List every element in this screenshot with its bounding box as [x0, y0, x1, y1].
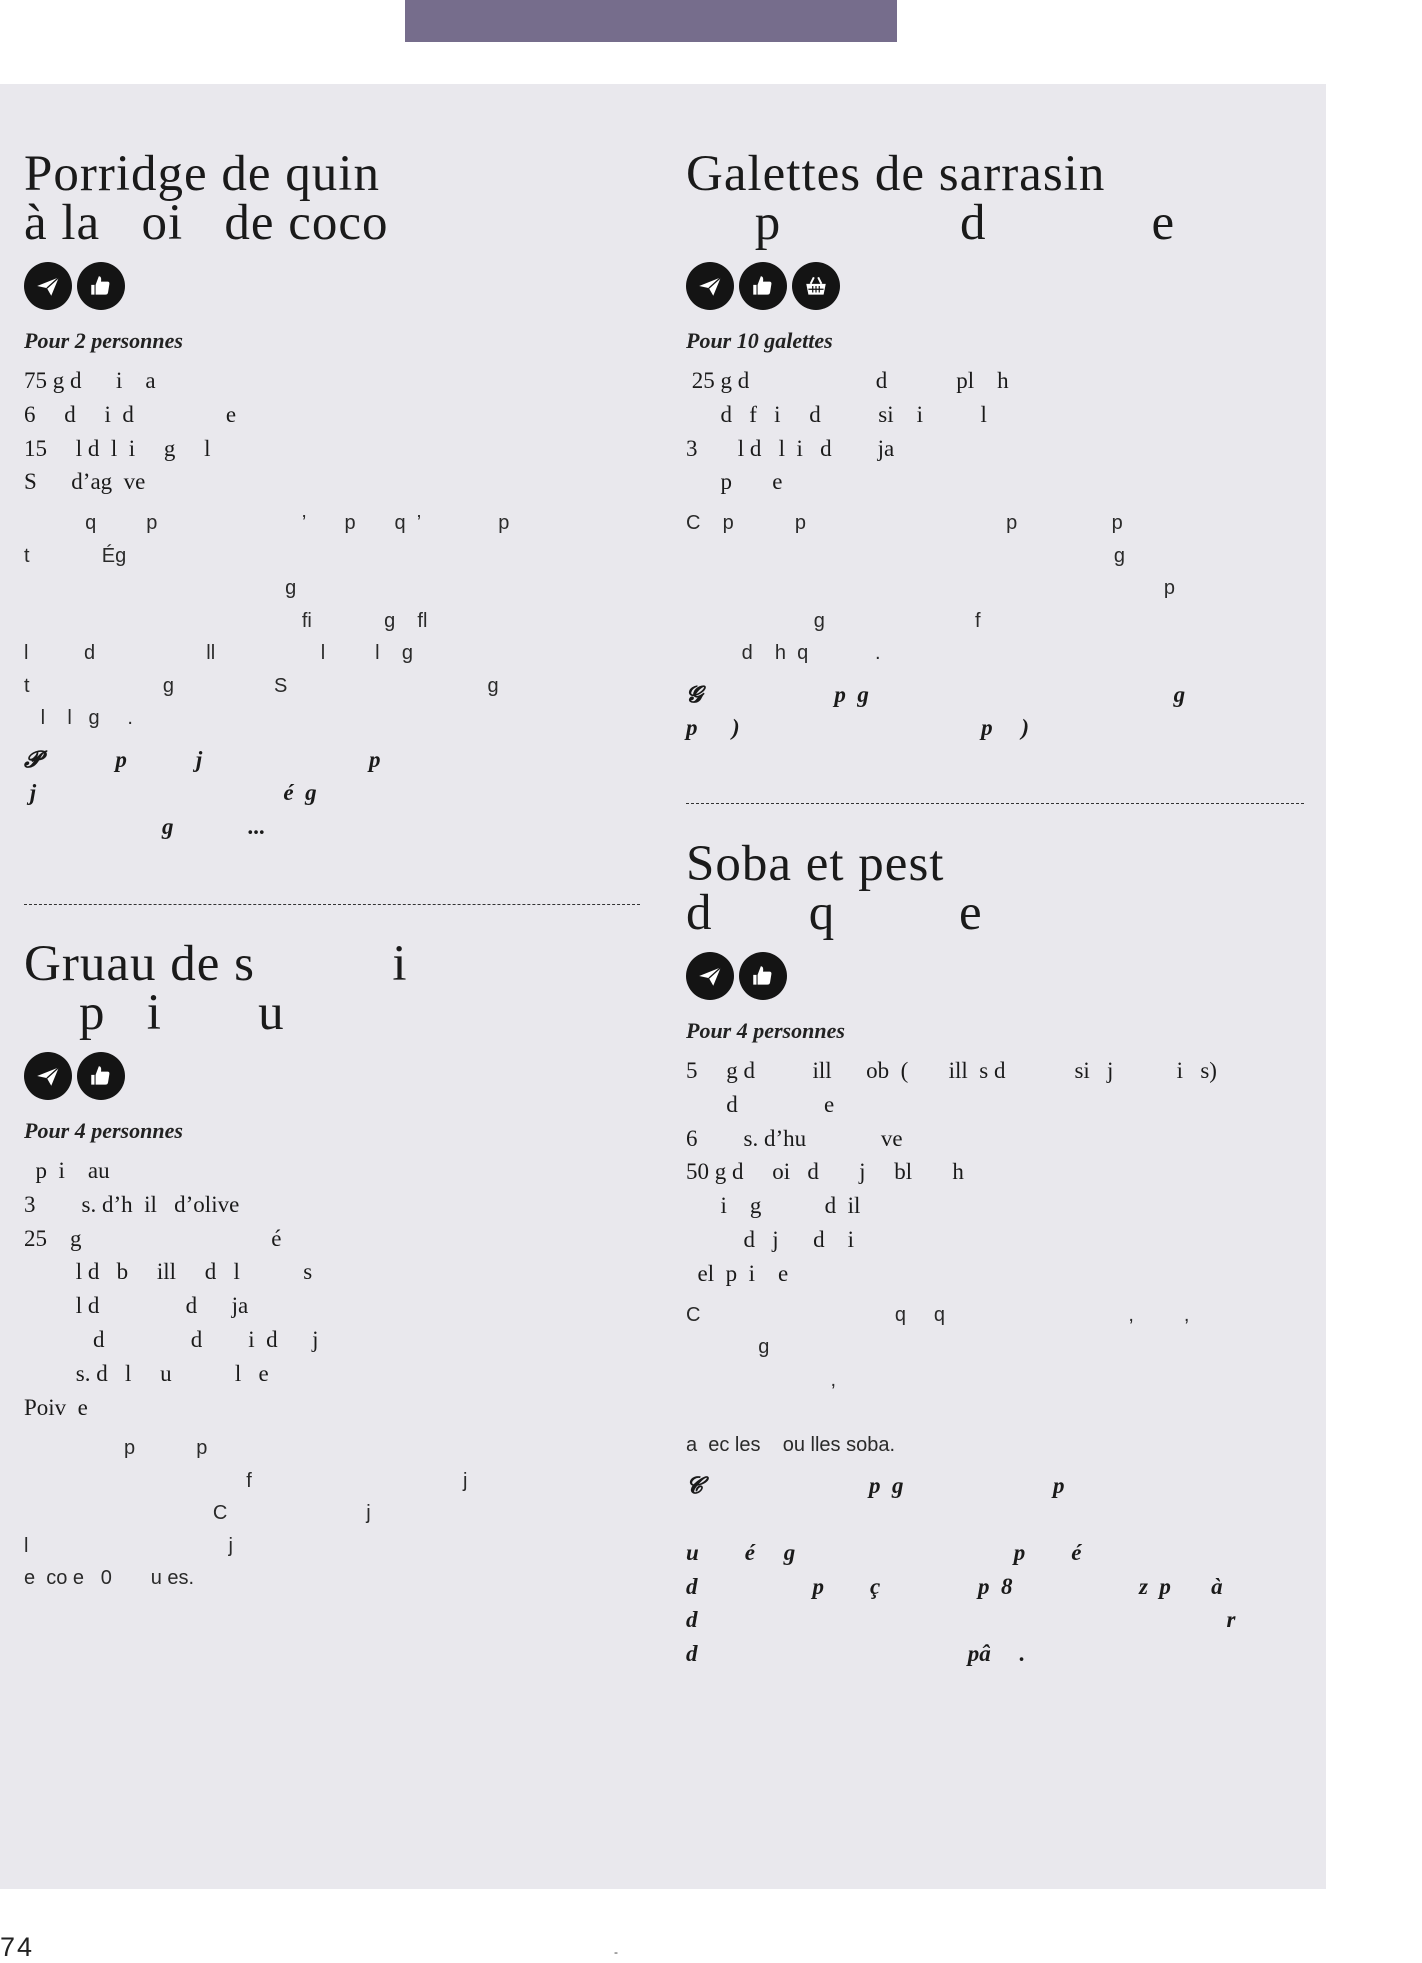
- servings: Pour 10 galettes: [686, 328, 833, 353]
- paper-plane-icon: [24, 1052, 72, 1100]
- paper-plane-icon: [24, 262, 72, 310]
- servings: Pour 4 personnes: [24, 1118, 183, 1143]
- tip-note: 𝓖 p g g p ) p ): [686, 681, 1186, 741]
- recipe-icons: [24, 262, 639, 310]
- servings: Pour 4 personnes: [686, 1018, 845, 1043]
- ingredient-list: 25 g d d pl h d f i d si i l 3 l d l i d ja p e: [686, 368, 1009, 495]
- recipe-title: Soba et pest d q e: [686, 836, 983, 941]
- recipe-title: Porridge de quin à la oi de coco: [24, 146, 389, 251]
- paper-plane-icon: [686, 952, 734, 1000]
- thumbs-up-icon: [739, 952, 787, 1000]
- footer-mark: -: [614, 1945, 618, 1959]
- recipe-icons: [686, 952, 1306, 1000]
- section-divider: [686, 803, 1304, 804]
- basket-icon: [792, 262, 840, 310]
- ingredient-list: 75 g d i a 6 d i d e 15 l d l i g l S d’ag ve: [24, 368, 237, 495]
- page-number: 74: [0, 1932, 35, 1962]
- recipe-title: Galettes de sarrasin p d e: [686, 146, 1176, 251]
- ingredient-list: 5 g d ill ob ( ill s d si j i s) d e 6 s. d’hu ve 50 g d oi d j bl h i g d il d j d i el p i e: [686, 1058, 1217, 1286]
- recipe-porridge: [24, 146, 639, 843]
- header-color-bar: [405, 0, 897, 42]
- servings: Pour 2 personnes: [24, 328, 183, 353]
- tip-note: 𝓟 p j p j é g g ...: [24, 746, 381, 839]
- recipe-gruau: [24, 936, 639, 1595]
- method-text: p p f j C j l j e co e 0 u es.: [24, 1437, 468, 1590]
- thumbs-up-icon: [77, 262, 125, 310]
- recipe-soba: [686, 836, 1306, 1670]
- method-text: q p ’ p q ’ p t Ég g fi g fl l d ll l l g t g S g l l g .: [24, 512, 510, 730]
- recipe-title: Gruau de s i p i u: [24, 936, 408, 1041]
- method-text: C q q , , g , a ec les ou lles soba.: [686, 1303, 1190, 1456]
- thumbs-up-icon: [739, 262, 787, 310]
- tip-note: 𝓒 p g p u é g p é d p ç p 8 z p à d r d pâ .: [686, 1473, 1236, 1666]
- thumbs-up-icon: [77, 1052, 125, 1100]
- recipe-galettes: [686, 146, 1306, 745]
- recipe-icons: [24, 1052, 639, 1100]
- recipe-icons: [686, 262, 1306, 310]
- ingredient-list: p i au 3 s. d’h il d’olive 25 g é l d b ill d l s l d d ja d d i d j s. d l u l e Poiv e: [24, 1158, 319, 1420]
- paper-plane-icon: [686, 262, 734, 310]
- section-divider: [24, 904, 640, 905]
- method-text: C p p p p g p g f d h q .: [686, 512, 1175, 665]
